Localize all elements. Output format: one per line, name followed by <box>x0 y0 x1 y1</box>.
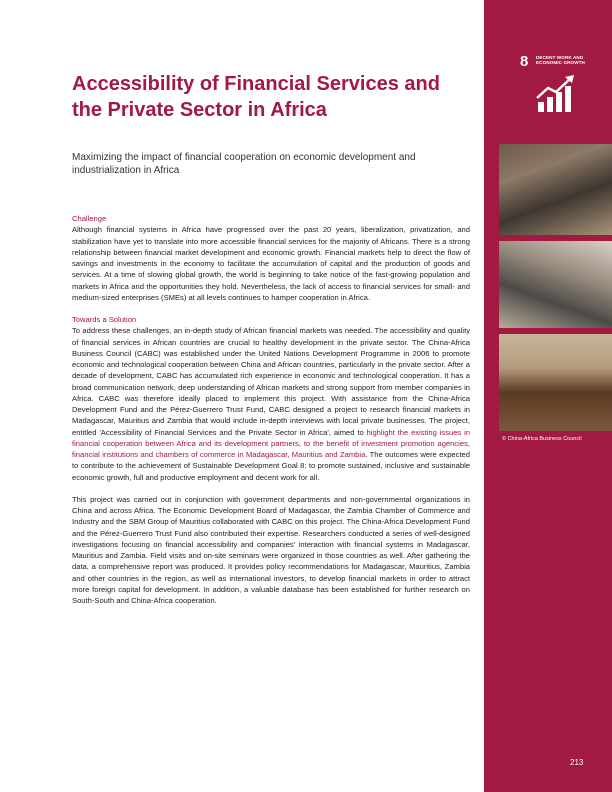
solution-text-part2: . The outcomes were expected to contribute to the achievement of Sustainable Development Goal 8: to promote sustained, inclusive and sustainable economic growth, full and productive employment and decent work for all. <box>72 450 471 482</box>
challenge-paragraph: Although financial systems in Africa have progressed over the past 20 years, liberalization, privatization, and stabilization have yet to translate into more accessible financial services for the majority of Africans. There is a strong relationship between financial market development and economic growth. Financial markets help to direct the flow of savings and investments in the economy to facilitate the accumulation of capital and the production of goods and services. At a time of slowing global growth, the world is beginning to take notice of the fast-growing population and markets in Africa and the opportunities they hold. Nevertheless, the lack of access to financial services for small- and medium-sized enterprises (SMEs) at all levels continues to hamper cooperation in Africa. <box>72 225 470 302</box>
page-number: 213 <box>570 758 584 767</box>
solution-text-part1: To address these challenges, an in-depth study of African financial markets was needed. The accessibility and quality of financial services in African countries are crucial to healthy development in the private sector. The China-Africa Business Council (CABC) was established under the United Nations Development Programme in 2006 to promote economic and technological cooperation between China and African countries, particularly in the private sector. After a decade of development, CABC has accumulated rich experience in economic and technological cooperation. It has a broad communication network, deep understanding of African markets and strong support from member companies in Africa. CABC was therefore ideally placed to implement this project. With assistance from the China-Africa Development Fund and the Pérez-Guerrero Trust Fund, CABC designed a project to research financial markets in Madagascar, Mauritius and Zambia that would include in-depth interviews with local private businesses. The project, entitled 'Accessibility of Financial Services and the Private Sector in Africa', aimed to <box>72 326 470 437</box>
closing-paragraph: This project was carried out in conjunction with government departments and non-governmental organizations in China and across Africa. The Economic Development Board of Madagascar, the Zambia Chamber of Commerce and Industry and the SBM Group of Mauritius collaborated with CABC on this project. The China-Africa Development Fund and the Pérez-Guerrero Trust Fund also contributed their expertise. Researchers conducted a series of well-designed investigations focusing on financial accessibility and companies' interaction with financial systems in Madagascar, Mauritius and Zambia. Field visits and on-site seminars were organized in those countries as well. After gathering the data, a comprehensive report was produced. It provides policy recommendations for Madagascar, Mauritius, Zambia and other countries in the region, as well as international investors, to develop financial markets in order to attract more foreign capital for development. In addition, a valuable database has been established for further research on South-South and China-Africa cooperation. <box>72 494 470 605</box>
solution-heading: Towards a Solution <box>72 315 137 324</box>
photo-caption: © China-Africa Business Council <box>502 436 582 442</box>
solution-highlight: highlight the existing issues in financial cooperation between Africa and its development partners, to the benefit of investment promotion agencies, financial institutions and chambers of commerce in Madagascar, Mauritius and Zambia <box>72 427 470 459</box>
meeting-photo-3 <box>499 334 612 431</box>
challenge-heading: Challenge <box>72 214 107 223</box>
page-title: Accessibility of Financial Services and the Private Sector in Africa <box>72 73 440 121</box>
meeting-photo-2 <box>499 241 612 328</box>
sdg-badge <box>514 48 594 120</box>
sdg-label: DECENT WORK AND ECONOMIC GROWTH <box>536 55 585 66</box>
meeting-photo-1 <box>499 144 612 235</box>
page-subtitle: Maximizing the impact of financial cooperation on economic development and industrialization in Africa <box>72 152 416 176</box>
solution-paragraph <box>72 325 470 483</box>
article-body <box>72 213 470 606</box>
sdg-number: 8 <box>520 53 529 70</box>
growth-chart-icon <box>534 74 578 114</box>
